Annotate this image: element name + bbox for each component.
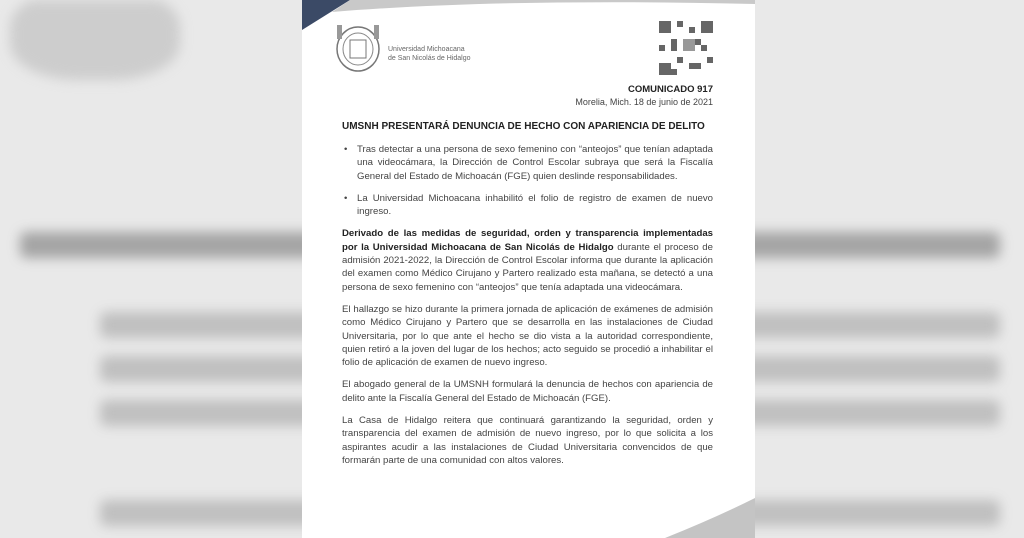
blurred-logo — [10, 0, 180, 80]
paragraph-1-text: durante el proceso de admisión 2021-2022, la Dirección de Control Escolar informa que durante la aplicación del examen como Médico Cirujano y Partero realizado esta mañana, se detectó a una persona de sexo femenino con “anteojos” que tenía adaptada una videocámara. — [342, 241, 713, 293]
university-name — [388, 46, 471, 63]
date-location: Morelia, Mich. 18 de junio de 2021 — [575, 97, 713, 107]
document-page — [302, 0, 755, 538]
paragraph-1 — [342, 227, 713, 293]
bullet-item: • Tras detectar a una persona de sexo femenino con “anteojos” que tenían adaptada una videocámara, la Dirección de Control Escolar subraya que será la Fiscalía General del Estado de Michoacán (FGE) quien deslinde responsabilidades. — [357, 143, 713, 183]
document-body — [342, 121, 713, 476]
paragraph-2: El hallazgo se hizo durante la primera jornada de aplicación de exámenes de admisión como Médico Cirujano y Partero que se desarrolla en las instalaciones de Ciudad Universitaria, por lo que ante el hecho se dio vista a la autoridad correspondiente, quien retiró a la joven del lugar de los hechos; acto seguido se procedió a inhabilitar el folio de aplicación de examen de nuevo ingreso. — [342, 303, 713, 369]
paragraph-1-bold: Derivado de las medidas de seguridad, orden y transparencia implementadas por la Universidad Michoacana de San Nicolás de Hidalgo — [342, 228, 713, 253]
paragraph-4: La Casa de Hidalgo reitera que continuará garantizando la seguridad, orden y transparencia del examen de admisión de nuevo ingreso, por lo que solicita a los aspirantes acudir a las instalaciones de Ciudad Universitaria convencidos de que formarán parte de una comunidad con altos valores. — [342, 415, 713, 466]
paragraph-3: El abogado general de la UMSNH formulará la denuncia de hechos con apariencia de delito ante la Fiscalía General del Estado de Michoacán (FGE). — [342, 379, 713, 404]
university-name-line1: Universidad Michoacana — [388, 46, 465, 53]
university-name-line2: de San Nicolás de Hidalgo — [388, 54, 471, 62]
bullet-item: • La Universidad Michoacana inhabilitó el folio de registro de examen de nuevo ingreso. — [357, 192, 713, 219]
document-title: UMSNH PRESENTARÁ DENUNCIA DE HECHO CON APARIENCIA DE DELITO — [342, 121, 705, 132]
comunicado-number: COMUNICADO 917 — [628, 84, 713, 95]
bottom-swoosh-decoration — [665, 498, 755, 538]
qr-code[interactable] — [659, 21, 713, 75]
university-seal-logo — [334, 22, 382, 74]
